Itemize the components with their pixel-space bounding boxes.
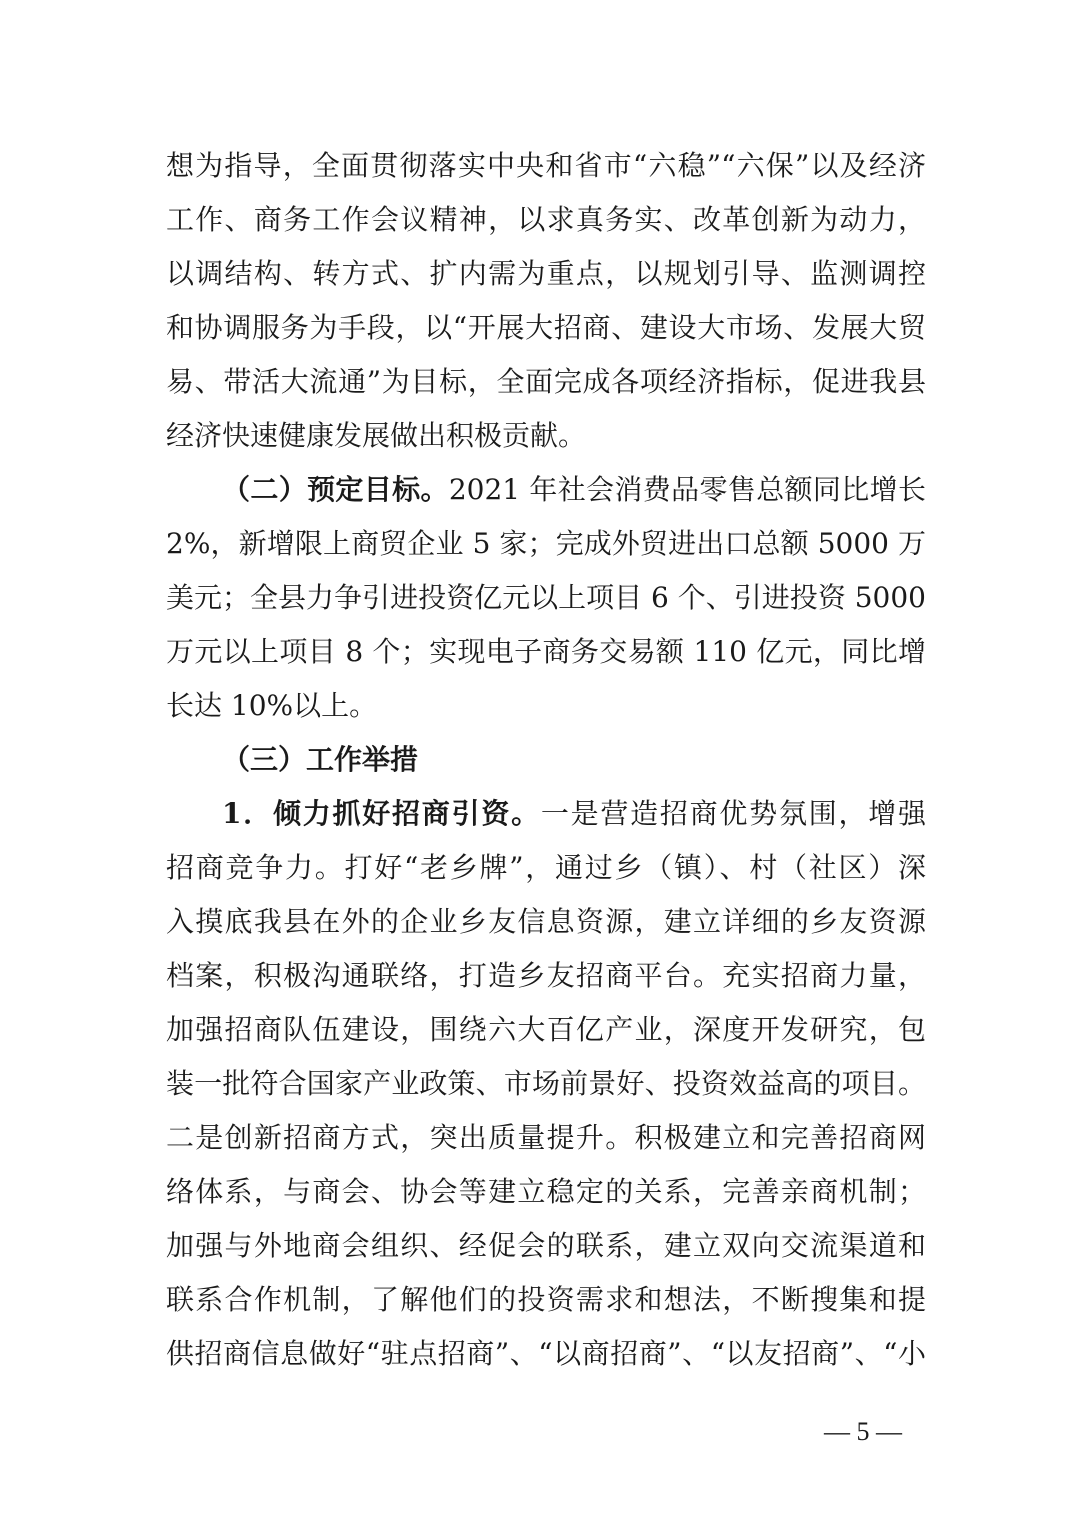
body-text-line: 易、带活大流通”为目标，全面完成各项经济指标，促进我县 [166, 365, 926, 398]
body-text-line: 和协调服务为手段，以“开展大招商、建设大市场、发展大贸 [166, 311, 926, 344]
body-text-line: 经济快速健康发展做出积极贡献。 [166, 419, 587, 452]
body-text-line: 入摸底我县在外的企业乡友信息资源，建立详细的乡友资源 [166, 905, 926, 938]
body-text-line: 联系合作机制，了解他们的投资需求和想法，不断搜集和提 [166, 1283, 926, 1316]
body-text-line: 络体系，与商会、协会等建立稳定的关系，完善亲商机制； [166, 1175, 926, 1208]
body-text-inline: 2021 年社会消费品零售总额同比增长 [448, 473, 926, 506]
section-line [222, 464, 926, 516]
body-text-line: 装一批符合国家产业政策、市场前景好、投资效益高的项目。 [166, 1067, 926, 1100]
body-text-line: 以调结构、转方式、扩内需为重点，以规划引导、监测调控 [166, 257, 926, 290]
body-text-line: 长达 10%以上。 [166, 689, 378, 722]
body-text-line: 招商竞争力。打好“老乡牌”，通过乡（镇）、村（社区）深 [166, 851, 926, 884]
body-text-line: 加强招商队伍建设，围绕六大百亿产业，深度开发研究，包 [166, 1013, 926, 1046]
subsection-heading: 1．倾力抓好招商引资。 [222, 797, 541, 830]
section-heading: （二）预定目标。 [222, 473, 449, 506]
body-text-line: 2%，新增限上商贸企业 5 家；完成外贸进出口总额 5000 万 [166, 527, 926, 560]
section-line [222, 788, 926, 840]
body-text-line: 美元；全县力争引进投资亿元以上项目 6 个、引进投资 5000 [166, 581, 926, 614]
page-number: — 5 — [824, 1417, 902, 1446]
body-text-line: 加强与外地商会组织、经促会的联系，建立双向交流渠道和 [166, 1229, 926, 1262]
body-text-line: 档案，积极沟通联络，打造乡友招商平台。充实招商力量， [166, 959, 926, 992]
body-text-line: 二是创新招商方式，突出质量提升。积极建立和完善招商网 [166, 1121, 926, 1154]
body-text-line: 万元以上项目 8 个；实现电子商务交易额 110 亿元，同比增 [166, 635, 926, 668]
body-text-line: 工作、商务工作会议精神，以求真务实、改革创新为动力， [166, 203, 926, 236]
section-heading: （三）工作举措 [222, 743, 419, 776]
body-text-line: 供招商信息做好“驻点招商”、“以商招商”、“以友招商”、“小 [166, 1337, 926, 1370]
body-text-inline: 一是营造招商优势氛围，增强 [540, 797, 926, 830]
body-text-line: 想为指导，全面贯彻落实中央和省市“六稳”“六保”以及经济 [166, 149, 926, 182]
